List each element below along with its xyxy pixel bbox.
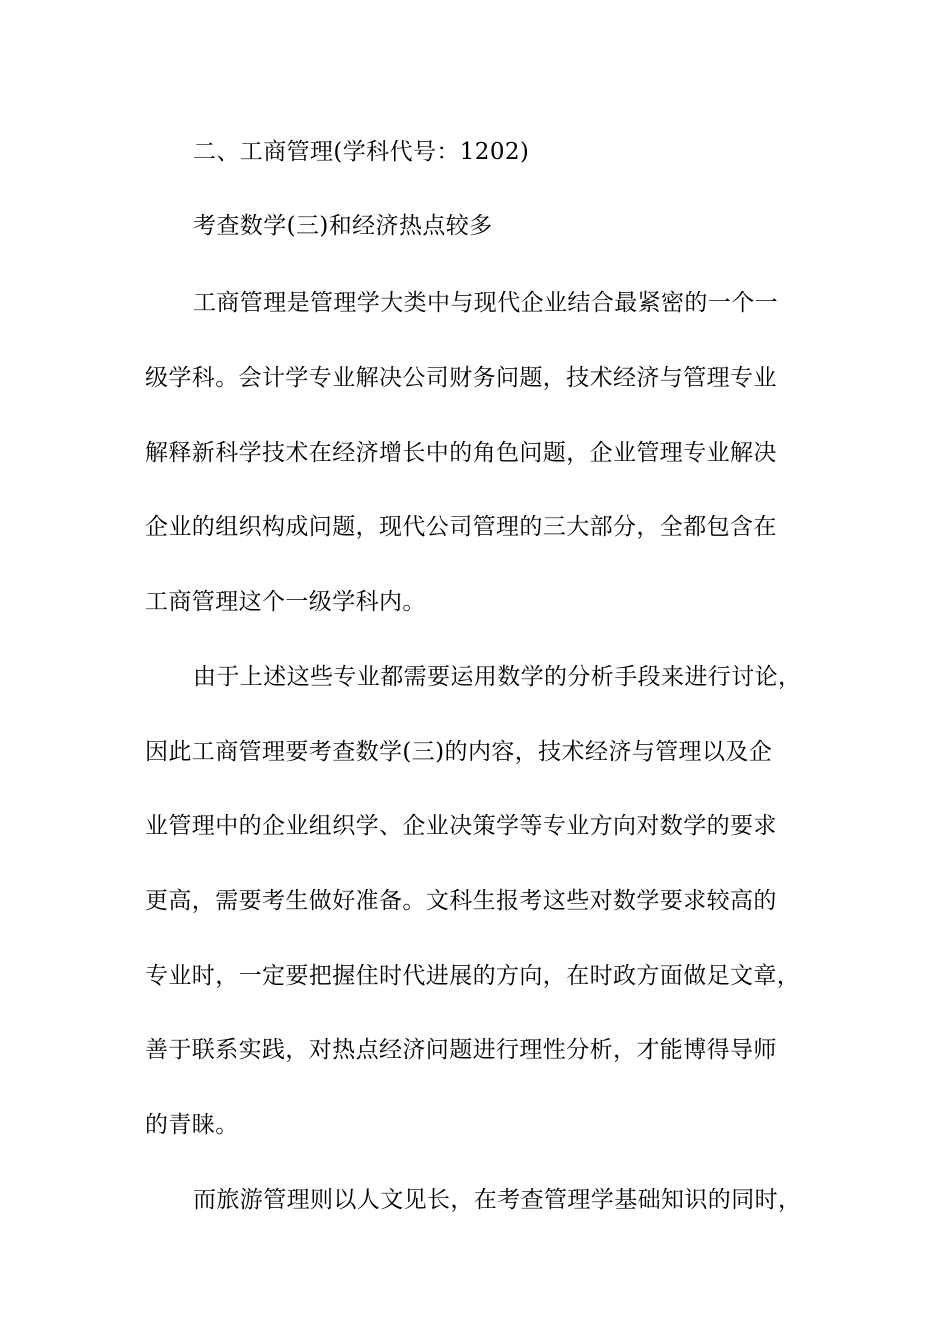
section-heading: 二、工商管理(学科代号：1202) bbox=[193, 139, 530, 165]
paragraph-line: 业管理中的企业组织学、企业决策学等专业方向对数学的要求 bbox=[145, 813, 777, 839]
paragraph-line: 解释新科学技术在经济增长中的角色问题，企业管理专业解决 bbox=[145, 440, 777, 466]
section-subheading: 考查数学(三)和经济热点较多 bbox=[193, 213, 493, 239]
paragraph-line: 的青睐。 bbox=[145, 1112, 239, 1138]
paragraph-line: 更高，需要考生做好准备。文科生报考这些对数学要求较高的 bbox=[145, 888, 777, 914]
paragraph-line: 善于联系实践，对热点经济问题进行理性分析，才能博得导师 bbox=[145, 1037, 777, 1063]
paragraph-line: 而旅游管理则以人文见长，在考查管理学基础知识的同时， bbox=[193, 1187, 802, 1213]
paragraph-line: 因此工商管理要考查数学(三)的内容，技术经济与管理以及企 bbox=[145, 739, 773, 765]
paragraph-line: 级学科。会计学专业解决公司财务问题，技术经济与管理专业 bbox=[145, 365, 777, 391]
paragraph-line: 由于上述这些专业都需要运用数学的分析手段来进行讨论， bbox=[193, 664, 802, 690]
paragraph-line: 工商管理是管理学大类中与现代企业结合最紧密的一个一 bbox=[193, 290, 778, 316]
paragraph-line: 企业的组织构成问题，现代公司管理的三大部分，全都包含在 bbox=[145, 514, 777, 540]
paragraph-line: 专业时，一定要把握住时代进展的方向，在时政方面做足文章， bbox=[145, 963, 801, 989]
paragraph-line: 工商管理这个一级学科内。 bbox=[145, 589, 426, 615]
